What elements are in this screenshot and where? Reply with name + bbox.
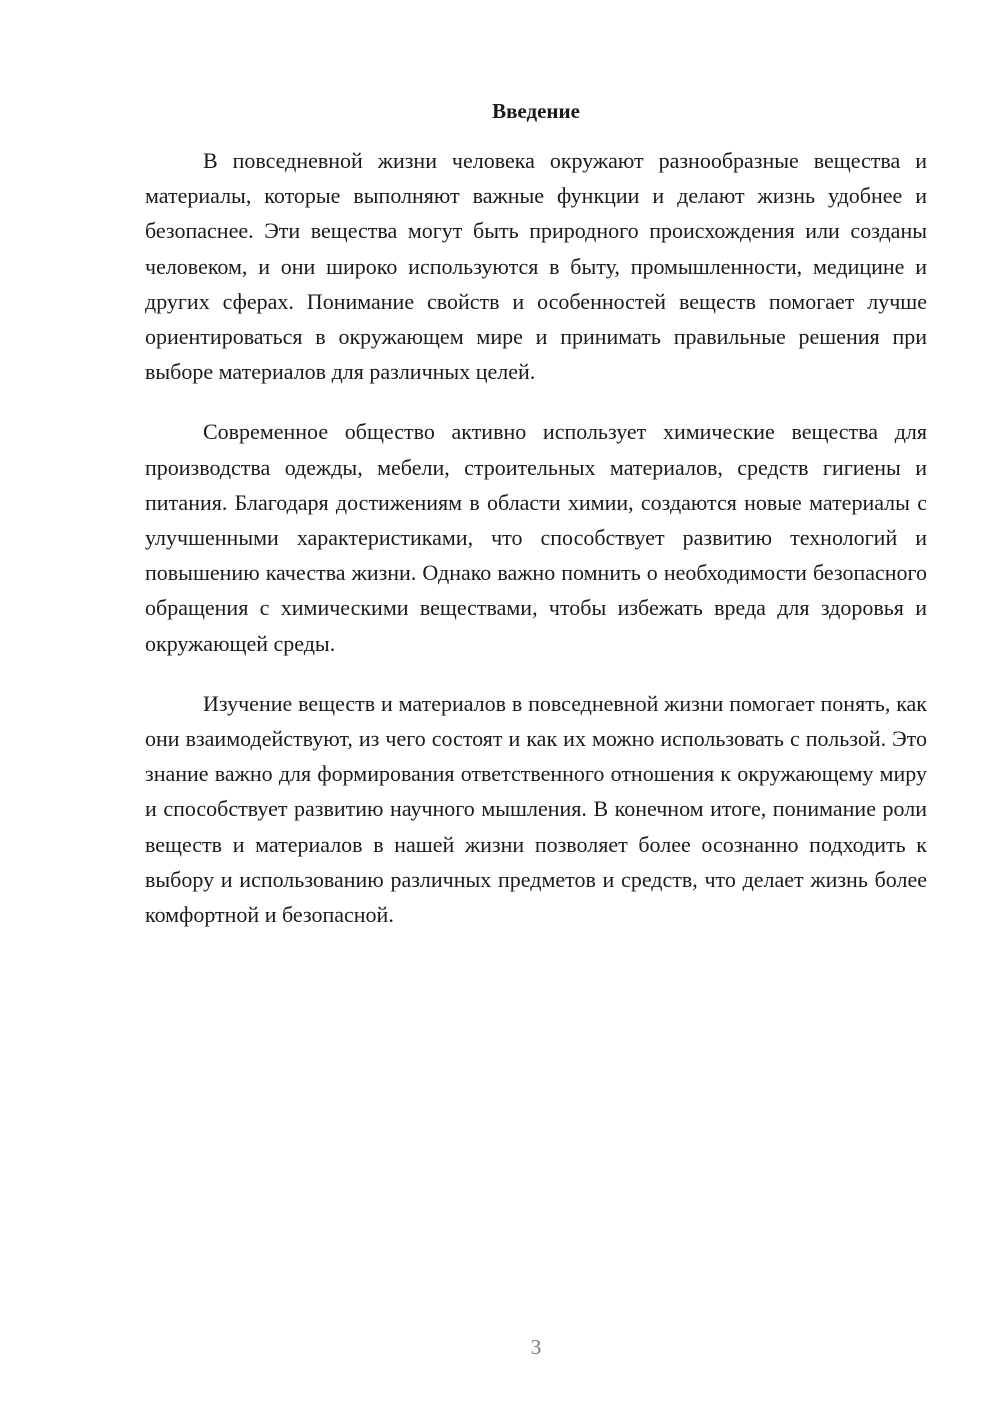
paragraph-1: В повседневной жизни человека окружают разнообразные вещества и материалы, которые выполняют важные функции и делают жизнь удобнее и безопаснее. Эти вещества могут быть природного происхождения или созданы человеком, и они широко используются в быту, промышленности, медицине и других сферах. Понимание свойств и особенностей веществ помогает лучше ориентироваться в окружающем мире и принимать правильные решения при выборе материалов для различных целей. <box>145 148 927 385</box>
page-number: 3 <box>530 1335 542 1359</box>
paragraph-2: Современное общество активно использует химические вещества для производства одежды, мебели, строительных материалов, средств гигиены и питания. Благодаря достижениям в области химии, создаются новые материалы с улучшенными характеристиками, что способствует развитию технологий и повышению качества жизни. Однако важно помнить о необходимости безопасного обращения с химическими веществами, чтобы избежать вреда для здоровья и окружающей среды. <box>145 419 927 656</box>
body-text <box>145 143 927 932</box>
section-title: Введение <box>492 99 580 123</box>
paragraph-3: Изучение веществ и материалов в повседневной жизни помогает понять, как они взаимодействуют, из чего состоят и как их можно использовать с пользой. Это знание важно для формирования ответственного отношения к окружающему миру и способствует развитию научного мышления. В конечном итоге, понимание роли веществ и материалов в нашей жизни позволяет более осознанно подходить к выбору и использованию различных предметов и средств, что делает жизнь более комфортной и безопасной. <box>145 690 927 928</box>
